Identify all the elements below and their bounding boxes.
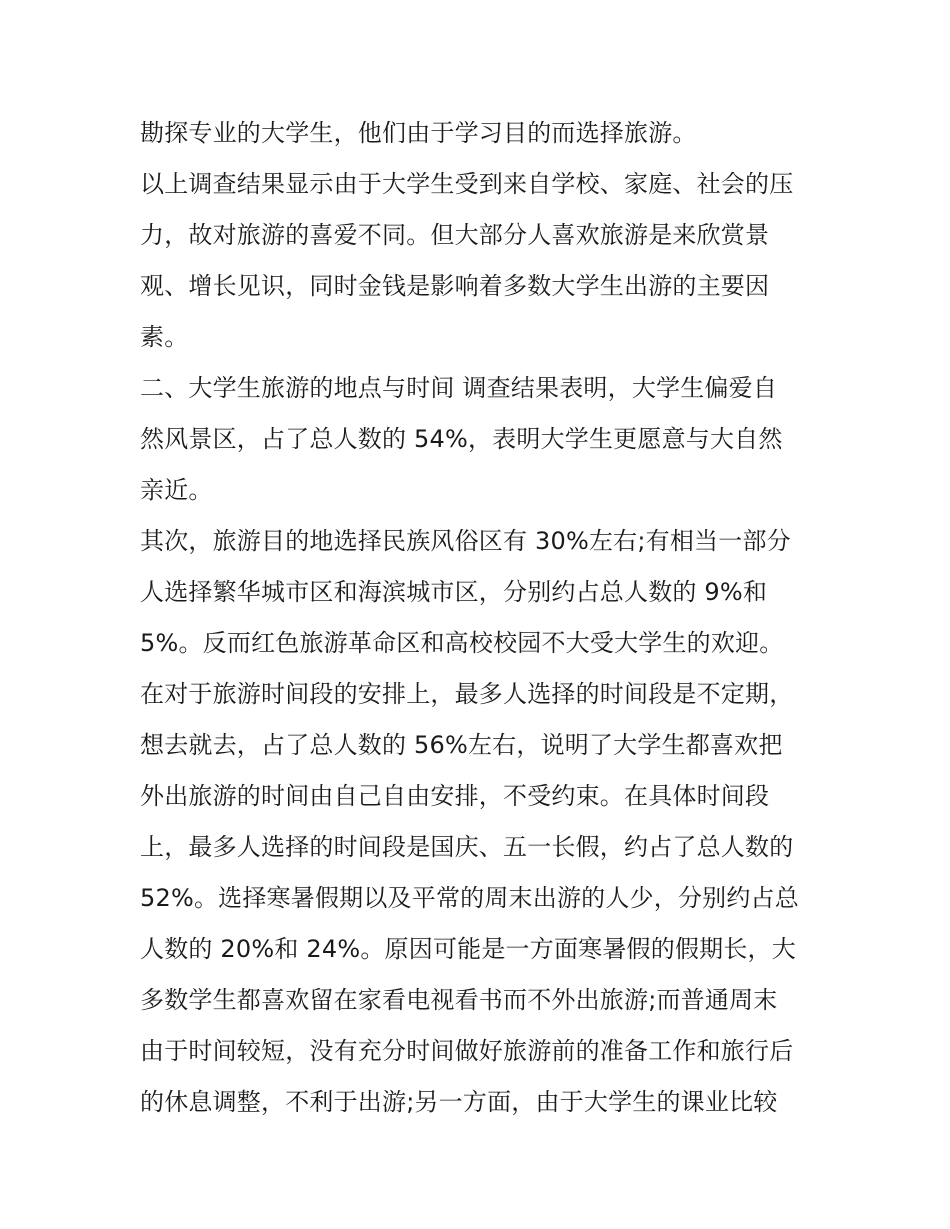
text-line: 力，故对旅游的喜爱不同。但大部分人喜欢旅游是来欣赏景 [140, 221, 770, 249]
text-line: 52%。选择寒暑假期以及平常的周末出游的人少，分别约占总 [140, 884, 799, 912]
text-line: 人数的 20%和 24%。原因可能是一方面寒暑假的假期长，大 [140, 935, 796, 963]
text-line: 勘探专业的大学生，他们由于学习目的而选择旅游。 [140, 119, 697, 147]
text-line: 上，最多人选择的时间段是国庆、五一长假，约占了总人数的 [140, 833, 794, 861]
text-line: 想去就去，占了总人数的 56%左右，说明了大学生都喜欢把 [140, 731, 783, 759]
text-line: 其次，旅游目的地选择民族风俗区有 30%左右;有相当一部分 [140, 527, 791, 555]
text-line: 二、大学生旅游的地点与时间 调查结果表明，大学生偏爱自 [140, 374, 778, 402]
body-text [140, 108, 820, 1128]
text-line: 由于时间较短，没有充分时间做好旅游前的准备工作和旅行后 [140, 1037, 794, 1065]
text-line: 然风景区，占了总人数的 54%，表明大学生更愿意与大自然 [140, 425, 783, 453]
text-line: 人选择繁华城市区和海滨城市区，分别约占总人数的 9%和 [140, 578, 768, 606]
text-line: 多数学生都喜欢留在家看电视看书而不外出旅游;而普通周末 [140, 986, 778, 1014]
text-line: 的休息调整，不利于出游;另一方面，由于大学生的课业比较 [140, 1088, 778, 1116]
text-line: 5%。反而红色旅游革命区和高校校园不大受大学生的欢迎。 [140, 629, 784, 657]
text-line: 以上调查结果显示由于大学生受到来自学校、家庭、社会的压 [140, 170, 794, 198]
text-line: 亲近。 [140, 476, 213, 504]
text-line: 素。 [140, 323, 189, 351]
text-line: 外出旅游的时间由自己自由安排，不受约束。在具体时间段 [140, 782, 770, 810]
text-line: 观、增长见识，同时金钱是影响着多数大学生出游的主要因 [140, 272, 770, 300]
text-line: 在对于旅游时间段的安排上，最多人选择的时间段是不定期， [140, 680, 794, 708]
